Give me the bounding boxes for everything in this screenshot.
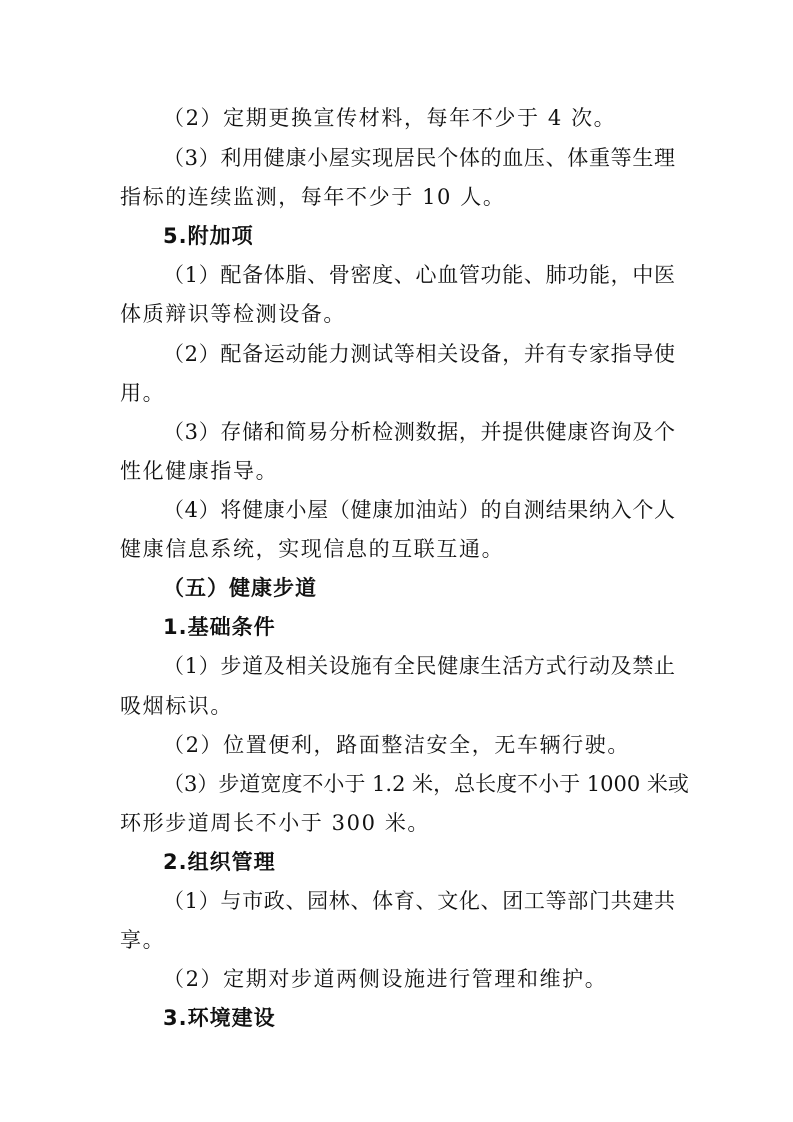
paragraph-line: （4）将健康小屋（健康加油站）的自测结果纳入个人	[163, 498, 675, 522]
paragraph-line: （2）位置便利，路面整洁安全，无车辆行驶。	[163, 733, 630, 757]
paragraph-line: 体质辩识等检测设备。	[120, 302, 346, 326]
paragraph-line: （1）与市政、园林、体育、文化、团工等部门共建共	[163, 889, 675, 913]
section-heading: 2.组织管理	[163, 850, 276, 874]
paragraph-line: （1）配备体脂、骨密度、心血管功能、肺功能，中医	[163, 263, 675, 287]
paragraph-line: （2）配备运动能力测试等相关设备，并有专家指导使	[163, 342, 675, 366]
paragraph-line: 性化健康指导。	[120, 459, 279, 483]
paragraph-line: 指标的连续监测，每年不少于 10 人。	[120, 185, 506, 209]
paragraph-line: （3）利用健康小屋实现居民个体的血压、体重等生理	[163, 146, 675, 170]
paragraph-line: （2）定期更换宣传材料，每年不少于 4 次。	[163, 106, 617, 130]
section-heading: 1.基础条件	[163, 615, 276, 639]
paragraph-line: （3）步道宽度不小于 1.2 米，总长度不小于 1000 米或	[163, 772, 689, 796]
paragraph-line: （2）定期对步道两侧设施进行管理和维护。	[163, 967, 608, 991]
paragraph-line: 健康信息系统，实现信息的互联互通。	[120, 537, 505, 561]
paragraph-line: 用。	[120, 381, 166, 405]
paragraph-line: 享。	[120, 928, 166, 952]
section-heading: 3.环境建设	[163, 1006, 276, 1030]
section-heading: 5.附加项	[163, 224, 254, 248]
paragraph-line: 吸烟标识。	[120, 694, 233, 718]
paragraph-line: 环形步道周长不小于 300 米。	[120, 811, 431, 835]
paragraph-line: （1）步道及相关设施有全民健康生活方式行动及禁止	[163, 654, 675, 678]
section-heading: （五）健康步道	[163, 576, 317, 600]
paragraph-line: （3）存储和简易分析检测数据，并提供健康咨询及个	[163, 420, 675, 444]
